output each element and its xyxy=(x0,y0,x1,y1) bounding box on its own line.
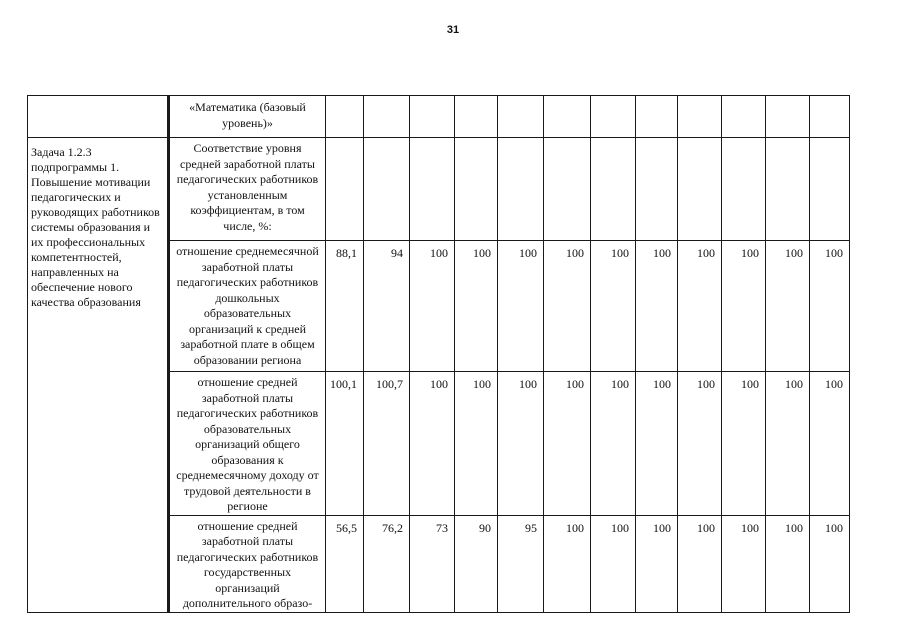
value-cell: 100 xyxy=(766,372,810,516)
value-cell: 100 xyxy=(544,372,591,516)
table-cell-empty xyxy=(678,138,722,241)
value-cell: 100 xyxy=(591,372,636,516)
table-cell-empty xyxy=(498,138,544,241)
value-cell: 95 xyxy=(498,515,544,612)
value-cell: 100 xyxy=(678,372,722,516)
table-cell-empty xyxy=(498,96,544,138)
table-cell-empty xyxy=(544,96,591,138)
value-cell: 100 xyxy=(722,372,766,516)
indicator-cell: «Математика (базовый уровень)» xyxy=(169,96,326,138)
table-cell-empty xyxy=(28,96,169,138)
value-cell: 100 xyxy=(766,241,810,372)
value-cell: 76,2 xyxy=(364,515,410,612)
table-cell-empty xyxy=(326,138,364,241)
value-cell: 100,1 xyxy=(326,372,364,516)
table-cell-empty xyxy=(636,96,678,138)
value-cell: 100 xyxy=(498,372,544,516)
table-cell-empty xyxy=(810,96,850,138)
table-cell-empty xyxy=(722,138,766,241)
value-cell: 100 xyxy=(544,241,591,372)
table-cell-empty xyxy=(591,138,636,241)
table-cell-empty xyxy=(410,96,455,138)
table-cell-empty xyxy=(678,96,722,138)
table-cell-empty xyxy=(410,138,455,241)
value-cell: 100 xyxy=(636,372,678,516)
value-cell: 73 xyxy=(410,515,455,612)
table-row xyxy=(28,138,850,241)
table-cell-empty xyxy=(591,96,636,138)
value-cell: 100 xyxy=(678,515,722,612)
page-number: 31 xyxy=(446,24,460,36)
table-cell-empty xyxy=(455,96,498,138)
value-cell: 100 xyxy=(636,515,678,612)
table-cell-empty xyxy=(810,138,850,241)
table-cell-empty xyxy=(455,138,498,241)
value-cell: 88,1 xyxy=(326,241,364,372)
indicator-cell: отношение среднемесячной заработной платы педагогических работников дошкольных образовательных организаций к средней заработной плате в общем образовании региона xyxy=(169,241,326,372)
value-cell: 100 xyxy=(810,372,850,516)
value-cell: 100 xyxy=(498,241,544,372)
value-cell: 100 xyxy=(591,241,636,372)
indicator-cell: отношение средней заработной платы педагогических работников образовательных организаций общего образования к среднемесячному доходу от трудовой деятельности в регионе xyxy=(169,372,326,516)
table-cell-empty xyxy=(766,138,810,241)
table-cell-empty xyxy=(766,96,810,138)
value-cell: 100 xyxy=(678,241,722,372)
value-cell: 100 xyxy=(455,372,498,516)
task-cell: Задача 1.2.3 подпрограммы 1. Повышение мотивации педагогических и руководящих работников системы образования и их профессиональных компетентностей, направленных на обеспечение нового качества образования xyxy=(28,138,169,613)
value-cell: 100 xyxy=(810,241,850,372)
indicator-cell: отношение средней заработной платы педагогических работников государственных организаций дополнительного образо- xyxy=(169,515,326,612)
table-cell-empty xyxy=(544,138,591,241)
table-row xyxy=(28,96,850,138)
value-cell: 100,7 xyxy=(364,372,410,516)
value-cell: 56,5 xyxy=(326,515,364,612)
value-cell: 100 xyxy=(455,241,498,372)
table-cell-empty xyxy=(364,138,410,241)
value-cell: 90 xyxy=(455,515,498,612)
value-cell: 100 xyxy=(410,372,455,516)
indicators-table xyxy=(27,95,850,613)
value-cell: 100 xyxy=(810,515,850,612)
value-cell: 100 xyxy=(722,241,766,372)
table-cell-empty xyxy=(636,138,678,241)
value-cell: 100 xyxy=(766,515,810,612)
value-cell: 100 xyxy=(722,515,766,612)
table-cell-empty xyxy=(722,96,766,138)
value-cell: 100 xyxy=(544,515,591,612)
group-indicator-cell: Соответствие уровня средней заработной платы педагогических работников установленным коэффициентам, в том числе, %: xyxy=(169,138,326,241)
table-cell-empty xyxy=(326,96,364,138)
value-cell: 100 xyxy=(410,241,455,372)
value-cell: 94 xyxy=(364,241,410,372)
value-cell: 100 xyxy=(636,241,678,372)
value-cell: 100 xyxy=(591,515,636,612)
table-cell-empty xyxy=(364,96,410,138)
